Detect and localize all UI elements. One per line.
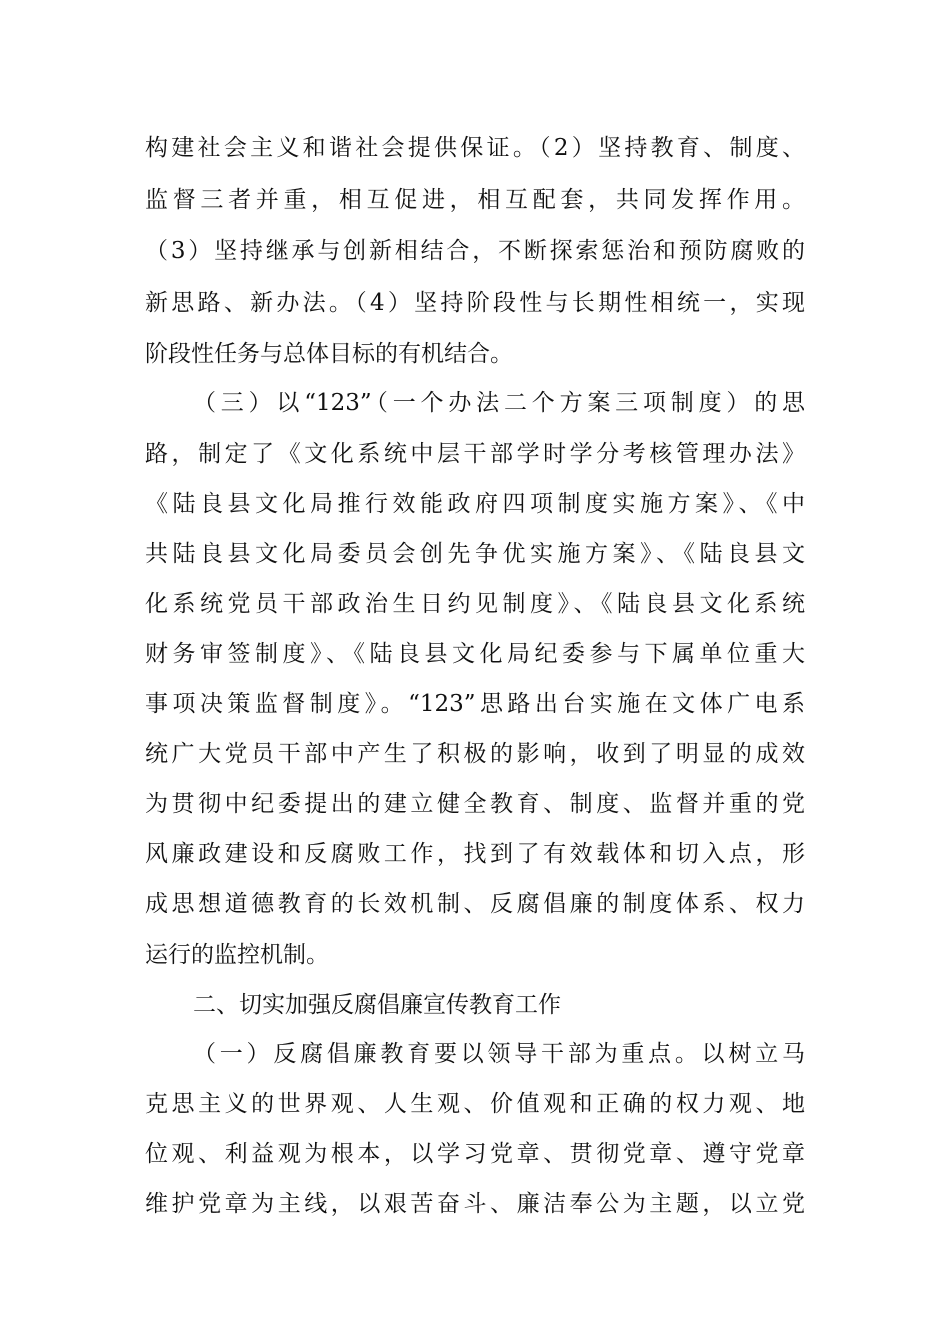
text-line: 统广大党员干部中产生了积极的影响，收到了明显的成效 [145, 741, 805, 767]
text-line: 为贯彻中纪委提出的建立健全教育、制度、监督并重的党 [145, 791, 805, 817]
text-line: 位观、利益观为根本，以学习党章、贯彻党章、遵守党章 [145, 1141, 805, 1167]
text-line: （一）反腐倡廉教育要以领导干部为重点。以树立马 [193, 1041, 805, 1067]
text-line: 成思想道德教育的长效机制、反腐倡廉的制度体系、权力 [145, 891, 805, 917]
section-heading: 二、切实加强反腐倡廉宣传教育工作 [193, 992, 561, 1018]
text-line: 共陆良县文化局委员会创先争优实施方案》、《陆良县文 [145, 541, 805, 567]
text-line: 化系统党员干部政治生日约见制度》、《陆良县文化系统 [145, 591, 805, 617]
text-line: 运行的监控机制。 [145, 942, 329, 968]
text-line: 风廉政建设和反腐败工作，找到了有效载体和切入点，形 [145, 841, 805, 867]
text-line: 维护党章为主线，以艰苦奋斗、廉洁奉公为主题，以立党 [145, 1191, 805, 1217]
text-line: 克思主义的世界观、人生观、价值观和正确的权力观、地 [145, 1091, 805, 1117]
text-line: 新思路、新办法。（4）坚持阶段性与长期性相统一，实现 [145, 290, 805, 316]
text-line: 《陆良县文化局推行效能政府四项制度实施方案》、《中 [145, 491, 805, 517]
text-line: （3）坚持继承与创新相结合，不断探索惩治和预防腐败的 [145, 238, 805, 264]
text-line: 构建社会主义和谐社会提供保证。（2）坚持教育、制度、 [145, 135, 805, 161]
text-line: 路，制定了《文化系统中层干部学时学分考核管理办法》 [145, 441, 805, 467]
text-line: （三）以“123”（一个办法二个方案三项制度）的思 [193, 390, 805, 416]
text-line: 阶段性任务与总体目标的有机结合。 [145, 341, 513, 367]
text-line: 财务审签制度》、《陆良县文化局纪委参与下属单位重大 [145, 641, 805, 667]
text-line: 监督三者并重，相互促进，相互配套，共同发挥作用。 [145, 187, 805, 213]
text-line: 事项决策监督制度》。“123”思路出台实施在文体广电系 [145, 691, 805, 717]
